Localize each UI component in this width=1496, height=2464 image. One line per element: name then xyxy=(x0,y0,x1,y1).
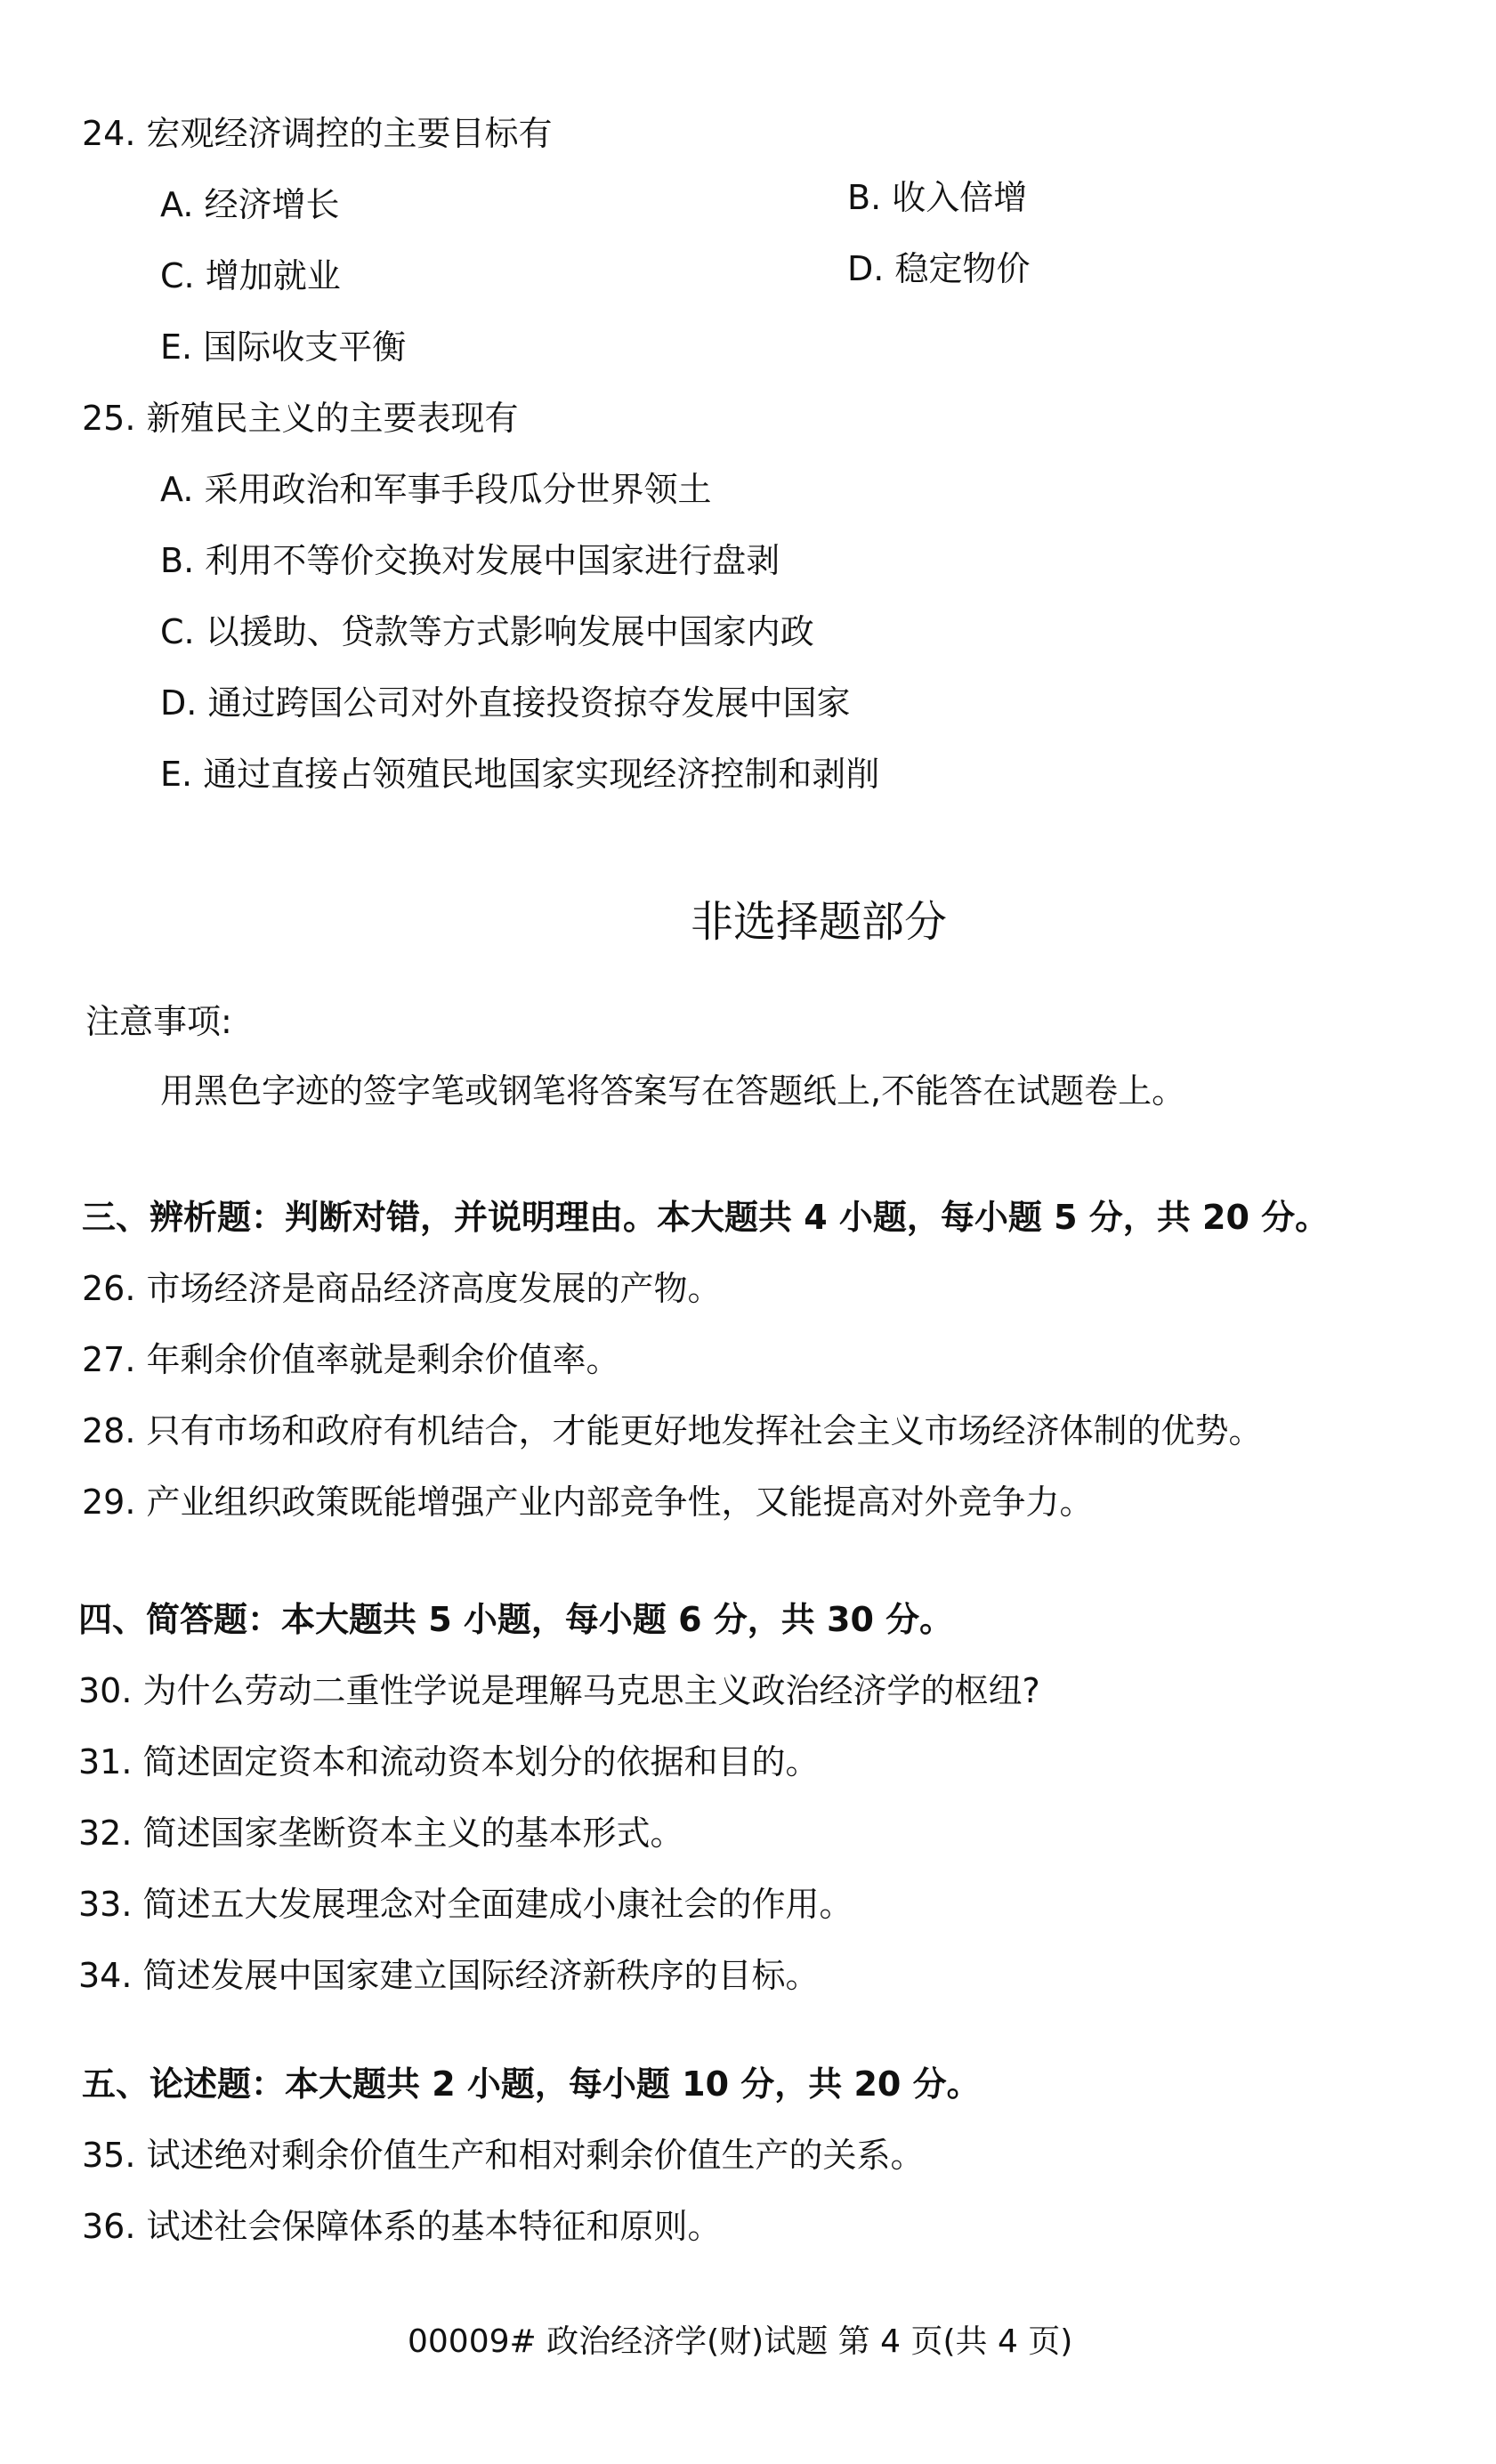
question-28 xyxy=(82,1410,1263,1452)
section-4-heading: 四、简答题：本大题共 5 小题，每小题 6 分，共 30 分。 xyxy=(78,1600,954,1639)
question-text: 只有市场和政府有机结合，才能更好地发挥社会主义市场经济体制的优势。 xyxy=(146,1411,1263,1450)
section-5-heading: 五、论述题：本大题共 2 小题，每小题 10 分，共 20 分。 xyxy=(82,2064,981,2104)
question-33 xyxy=(78,1883,853,1926)
question-24 xyxy=(82,112,553,155)
option-text: 通过直接占领殖民地国家实现经济控制和剥削 xyxy=(203,755,880,794)
question-35 xyxy=(82,2134,925,2177)
notice-body: 用黑色字迹的签字笔或钢笔将答案写在答题纸上,不能答在试题卷上。 xyxy=(160,1071,1186,1111)
question-30 xyxy=(78,1669,1040,1712)
question-number: 34. xyxy=(78,1956,133,1995)
question-stem: 新殖民主义的主要表现有 xyxy=(146,399,519,438)
question-text: 年剩余价值率就是剩余价值率。 xyxy=(146,1340,620,1379)
question-text: 试述社会保障体系的基本特征和原则。 xyxy=(146,2207,722,2246)
question-text: 为什么劳动二重性学说是理解马克思主义政治经济学的枢纽? xyxy=(142,1671,1040,1710)
option-24-e xyxy=(160,326,406,368)
question-34 xyxy=(78,1954,820,1997)
option-24-c xyxy=(160,254,341,297)
option-25-a xyxy=(160,468,712,511)
option-label: D. xyxy=(847,249,885,288)
page-footer: 00009# 政治经济学(财)试题 第 4 页(共 4 页) xyxy=(408,2323,1073,2360)
question-text: 产业组织政策既能增强产业内部竞争性，又能提高对外竞争力。 xyxy=(146,1482,1094,1522)
option-24-d xyxy=(847,247,1030,290)
question-36 xyxy=(82,2205,722,2248)
option-text: 利用不等价交换对发展中国家进行盘剥 xyxy=(205,541,780,580)
question-number: 36. xyxy=(82,2207,136,2246)
option-label: B. xyxy=(847,178,882,217)
question-32 xyxy=(78,1812,684,1854)
option-text: 采用政治和军事手段瓜分世界领土 xyxy=(204,470,712,509)
question-number: 29. xyxy=(82,1482,136,1522)
option-label: C. xyxy=(160,256,195,295)
option-text: 稳定物价 xyxy=(894,249,1031,288)
question-number: 25. xyxy=(82,399,136,438)
question-number: 24. xyxy=(82,114,136,153)
question-number: 26. xyxy=(82,1269,136,1308)
option-text: 收入倍增 xyxy=(892,178,1028,217)
question-number: 27. xyxy=(82,1340,136,1379)
question-text: 简述五大发展理念对全面建成小康社会的作用。 xyxy=(142,1885,853,1924)
question-31 xyxy=(78,1741,820,1783)
option-text: 国际收支平衡 xyxy=(203,327,407,367)
question-text: 简述固定资本和流动资本划分的依据和目的。 xyxy=(142,1742,820,1781)
question-text: 简述发展中国家建立国际经济新秩序的目标。 xyxy=(142,1956,820,1995)
question-26 xyxy=(82,1267,722,1310)
question-text: 试述绝对剩余价值生产和相对剩余价值生产的关系。 xyxy=(146,2136,925,2175)
option-25-b xyxy=(160,539,780,582)
question-stem: 宏观经济调控的主要目标有 xyxy=(146,114,553,153)
option-text: 经济增长 xyxy=(204,185,340,224)
part-title: 非选择题部分 xyxy=(691,897,948,947)
question-number: 33. xyxy=(78,1885,133,1924)
option-text: 以援助、贷款等方式影响发展中国家内政 xyxy=(205,612,814,651)
question-number: 32. xyxy=(78,1814,133,1853)
option-25-c xyxy=(160,610,814,653)
option-text: 增加就业 xyxy=(205,256,341,295)
option-text: 通过跨国公司对外直接投资掠夺发展中国家 xyxy=(207,683,851,723)
option-label: A. xyxy=(160,185,194,224)
question-29 xyxy=(82,1481,1094,1523)
question-27 xyxy=(82,1338,620,1381)
option-label: D. xyxy=(160,683,198,723)
option-25-d xyxy=(160,682,850,724)
notice-heading: 注意事项: xyxy=(85,1002,232,1041)
option-24-a xyxy=(160,183,340,226)
option-label: E. xyxy=(160,327,193,367)
question-text: 简述国家垄断资本主义的基本形式。 xyxy=(142,1814,684,1853)
option-label: B. xyxy=(160,541,195,580)
option-25-e xyxy=(160,753,879,796)
question-25 xyxy=(82,397,519,440)
question-number: 28. xyxy=(82,1411,136,1450)
option-label: C. xyxy=(160,612,195,651)
question-text: 市场经济是商品经济高度发展的产物。 xyxy=(146,1269,722,1308)
question-number: 31. xyxy=(78,1742,133,1781)
question-number: 35. xyxy=(82,2136,136,2175)
question-number: 30. xyxy=(78,1671,133,1710)
option-24-b xyxy=(847,176,1027,219)
section-3-heading: 三、辨析题：判断对错，并说明理由。本大题共 4 小题，每小题 5 分，共 20 分。 xyxy=(82,1198,1330,1237)
option-label: E. xyxy=(160,755,193,794)
option-label: A. xyxy=(160,470,194,509)
